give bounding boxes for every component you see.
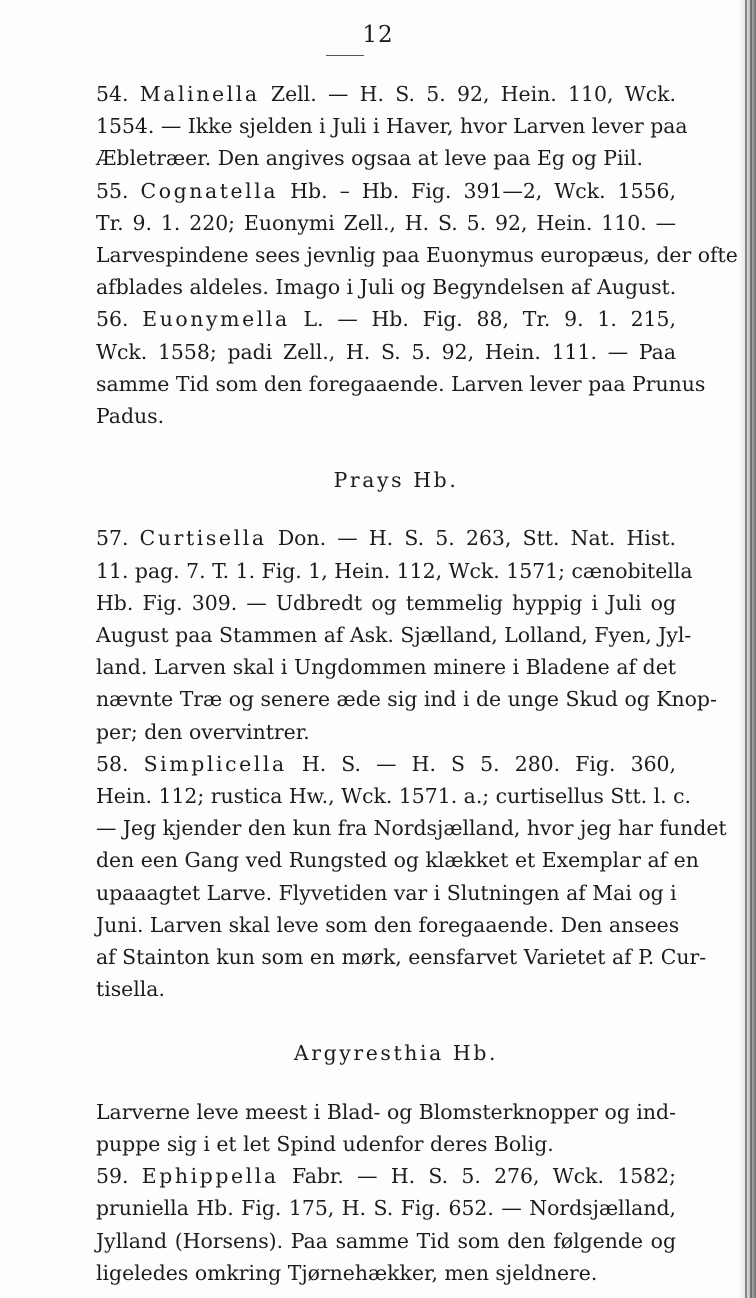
text-line [96,303,676,335]
line-text: ligeledes omkring Tjørnehækker, men sjeldnere. [96,1260,598,1285]
entry-paragraph-p55 [96,175,738,304]
line-text: samme Tid som den foregaaende. Larven lever paa Prunus [96,371,706,396]
page-edge-line [750,0,752,1298]
line-text: af Stainton kun som en mørk, eensfarvet Varietet af P. Cur- [96,945,707,970]
text-line [96,780,692,812]
line-text: Æbletræer. Den angives ogsaa at leve paa Eg og Piil. [96,146,644,171]
species-name: Ephippella [141,1164,279,1189]
entry-paragraph-p56 [96,303,706,432]
text-line [96,142,676,174]
page-edge-line [745,0,747,1298]
text-line [96,844,699,876]
line-text: puppe sig i et let Spind udenfor deres Bolig. [96,1131,554,1156]
body-text [96,78,738,1289]
entries-block-2 [96,522,727,1005]
text-line [96,271,676,303]
line-text: 56. [96,307,143,332]
text-line [96,1096,676,1128]
text-line [96,1257,676,1289]
species-name: Euonymella [142,307,290,332]
text-line [96,1192,676,1224]
species-name: Curtisella [139,526,267,551]
species-name: Simplicella [143,751,287,776]
line-text: — Jeg kjender den kun fra Nordsjælland, hvor jeg har fundet [96,816,727,841]
line-text: Hb. Fig. 309. — Udbredt og temmelig hyppig i Juli og [96,590,676,615]
line-text: land. Larven skal i Ungdommen minere i Bladene af det [96,655,676,680]
text-line [96,812,727,844]
entries-block-3 [96,1096,676,1289]
text-line [96,748,676,780]
line-text: den een Gang ved Rungsted og klækket et Exemplar af en [96,848,699,873]
line-text: L. — Hb. Fig. 88, Tr. 9. 1. 215, [289,307,676,332]
text-line [96,1160,676,1192]
line-text: per; den overvintrer. [96,719,310,744]
text-line [96,973,676,1005]
entry-paragraph-p54 [96,78,688,175]
line-text: Larverne leve meest i Blad- og Blomsterknopper og ind- [96,1099,676,1124]
text-line [96,1225,676,1257]
text-line [96,400,676,432]
species-name: Cognatella [140,178,279,203]
line-text: H. S. — H. S 5. 280. Fig. 360, [286,751,676,776]
page-edge-shadow [738,0,756,1298]
line-text: Hb. – Hb. Fig. 391—2, Wck. 1556, [278,178,676,203]
entry-paragraph-p_larverne [96,1096,676,1160]
line-text: 11. pag. 7. T. 1. Fig. 1, Hein. 112, Wck. 1571; cænobitella [96,558,693,583]
text-line [96,175,676,207]
text-line [96,619,692,651]
species-name: Malinella [139,82,260,106]
text-line [96,587,676,619]
text-line [96,1128,676,1160]
line-text: Don. — H. S. 5. 263, Stt. Nat. Hist. [266,526,676,551]
text-line [96,877,676,909]
text-line [96,909,680,941]
text-line [96,336,676,368]
text-line [96,555,693,587]
line-text: 55. [96,178,141,203]
line-text: 59. [96,1164,142,1189]
line-text: Zell. — H. S. 5. 92, Hein. 110, Wck. [259,82,676,106]
text-line [96,110,688,142]
line-text: 57. [96,526,140,551]
page-number-underline [326,55,364,56]
line-text: 58. [96,751,144,776]
line-text: Wck. 1558; padi Zell., H. S. 5. 92, Hein. 111. — Paa [96,339,676,364]
text-line [96,239,738,271]
entry-paragraph-p58 [96,748,727,1006]
line-text: nævnte Træ og senere æde sig ind i de unge Skud og Knop- [96,687,717,712]
line-text: August paa Stammen af Ask. Sjælland, Lolland, Fyen, Jyl- [96,623,692,648]
entry-paragraph-p59 [96,1160,676,1289]
genus-heading-prays: Prays Hb. [333,468,459,493]
text-line [96,941,707,973]
line-text: Jylland (Horsens). Paa samme Tid som den følgende og [96,1228,676,1253]
line-text: Tr. 9. 1. 220; Euonymi Zell., H. S. 5. 92, Hein. 110. — [96,210,676,235]
line-text: 54. [96,82,140,106]
entries-block-1 [96,78,738,432]
text-line [96,716,676,748]
line-text: Fabr. — H. S. 5. 276, Wck. 1582; [278,1164,676,1189]
entry-paragraph-p57 [96,522,717,747]
line-text: afblades aldeles. Imago i Juli og Begyndelsen af August. [96,275,677,300]
line-text: pruniella Hb. Fig. 175, H. S. Fig. 652. — Nordsjælland, [96,1196,676,1221]
text-line [96,207,676,239]
text-line [96,683,717,715]
text-line [96,368,706,400]
text-line [96,651,676,683]
page-number: 12 [362,22,394,48]
line-text: Padus. [96,404,165,429]
text-line [96,522,676,554]
line-text: Larvespindene sees jevnlig paa Euonymus europæus, der ofte [96,243,738,268]
line-text: tisella. [96,977,165,1002]
line-text: 1554. — Ikke sjelden i Juli i Haver, hvor Larven lever paa [96,114,688,139]
genus-heading-argyresthia: Argyresthia Hb. [293,1041,499,1066]
line-text: Juni. Larven skal leve som den foregaaende. Den ansees [96,912,680,937]
line-text: Hein. 112; rustica Hw., Wck. 1571. a.; curtisellus Stt. l. c. [96,784,692,809]
line-text: upaaagtet Larve. Flyvetiden var i Slutningen af Mai og i [96,880,677,905]
text-line [96,78,676,110]
